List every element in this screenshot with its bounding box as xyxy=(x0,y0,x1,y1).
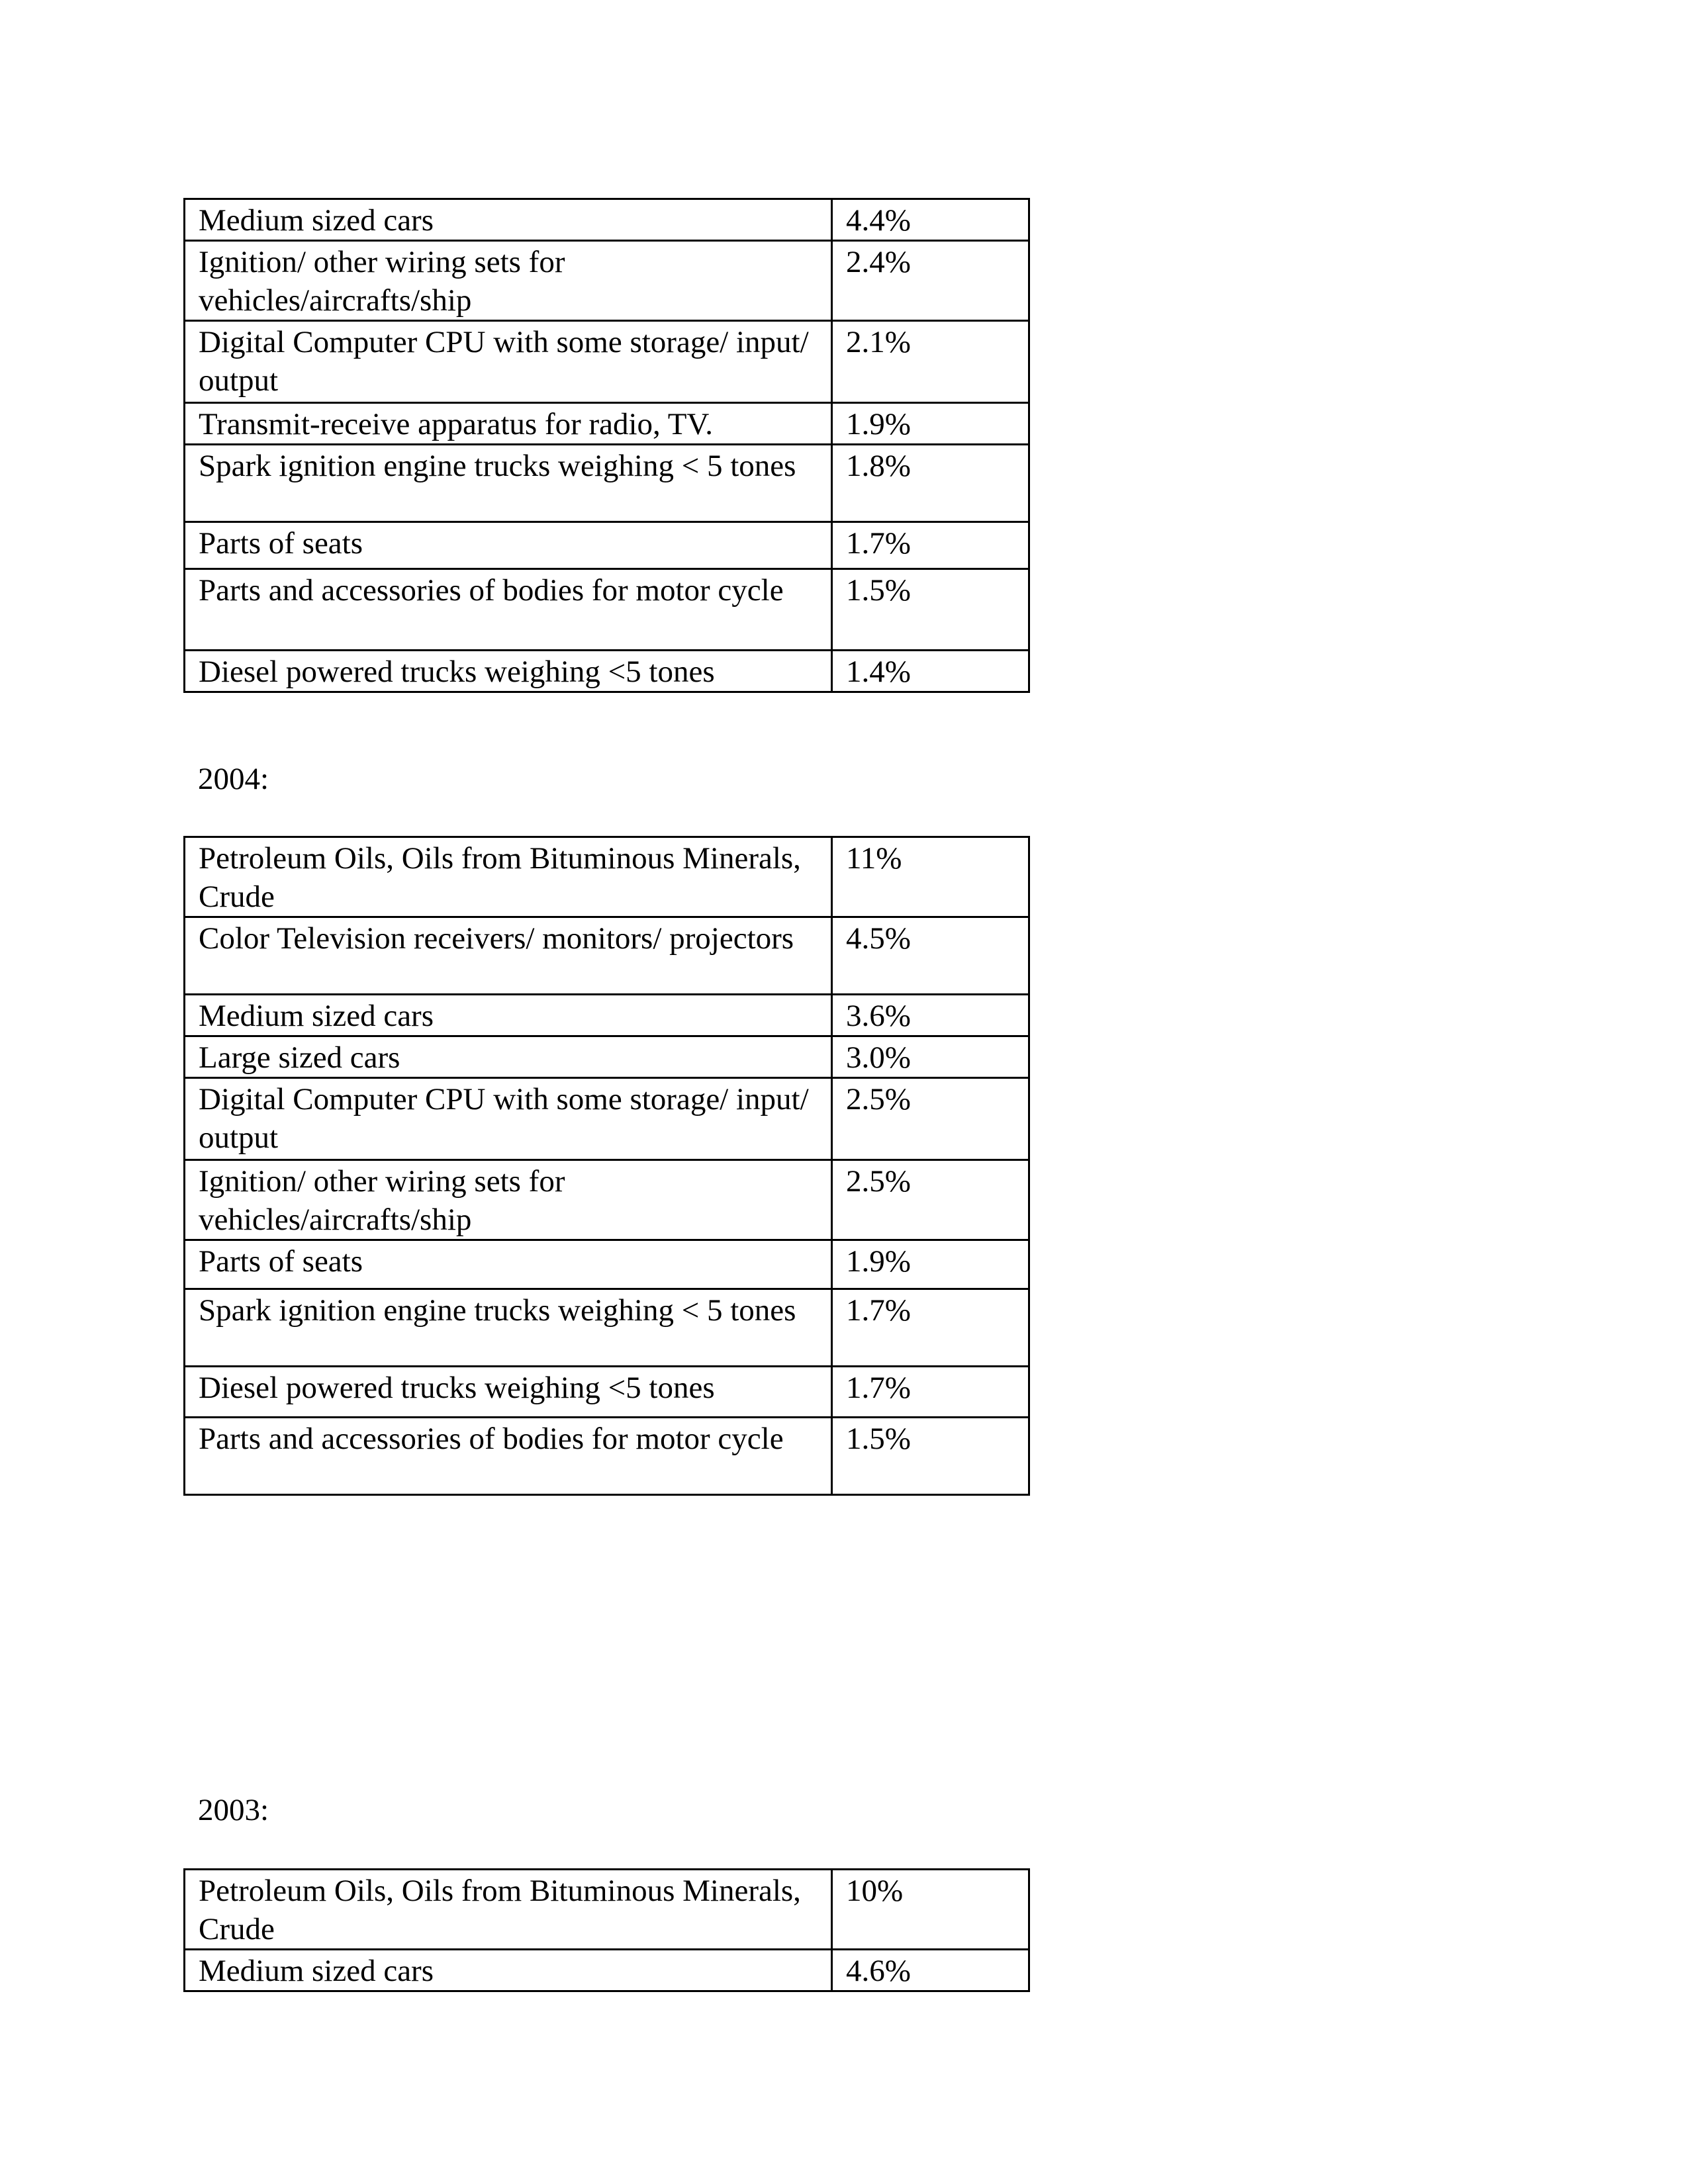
share-cell: 2.1% xyxy=(832,321,1029,403)
share-cell: 10% xyxy=(832,1870,1029,1950)
item-cell: Ignition/ other wiring sets for vehicles/aircrafts/ship xyxy=(185,241,832,321)
item-cell: Spark ignition engine trucks weighing < 5 tones xyxy=(185,445,832,522)
share-cell: 4.4% xyxy=(832,199,1029,241)
item-cell: Petroleum Oils, Oils from Bituminous Minerals, Crude xyxy=(185,1870,832,1950)
table-row xyxy=(185,1367,1029,1418)
table-row xyxy=(185,837,1029,917)
table-row xyxy=(185,1036,1029,1078)
table-row xyxy=(185,321,1029,403)
item-cell: Diesel powered trucks weighing <5 tones xyxy=(185,651,832,692)
table-row xyxy=(185,241,1029,321)
share-cell: 1.9% xyxy=(832,1240,1029,1289)
table-row xyxy=(185,1078,1029,1160)
table-row xyxy=(185,569,1029,651)
table-row xyxy=(185,445,1029,522)
share-cell: 4.6% xyxy=(832,1950,1029,1991)
table-row xyxy=(185,1289,1029,1367)
share-cell: 2.5% xyxy=(832,1078,1029,1160)
item-cell: Large sized cars xyxy=(185,1036,832,1078)
share-cell: 1.7% xyxy=(832,522,1029,569)
item-cell: Ignition/ other wiring sets for vehicles/aircrafts/ship xyxy=(185,1160,832,1240)
item-cell: Transmit-receive apparatus for radio, TV. xyxy=(185,403,832,445)
share-cell: 1.5% xyxy=(832,1418,1029,1495)
share-cell: 3.6% xyxy=(832,995,1029,1036)
share-cell: 1.7% xyxy=(832,1289,1029,1367)
table-row xyxy=(185,917,1029,995)
share-cell: 2.5% xyxy=(832,1160,1029,1240)
share-cell: 1.5% xyxy=(832,569,1029,651)
share-cell: 1.9% xyxy=(832,403,1029,445)
item-cell: Petroleum Oils, Oils from Bituminous Minerals, Crude xyxy=(185,837,832,917)
item-cell: Parts of seats xyxy=(185,1240,832,1289)
item-cell: Medium sized cars xyxy=(185,199,832,241)
table-row xyxy=(185,1870,1029,1950)
import-share-table-2003 xyxy=(183,1868,1030,1992)
item-cell: Parts and accessories of bodies for motor cycle xyxy=(185,1418,832,1495)
year-heading-2004: 2004: xyxy=(198,762,269,796)
table-row xyxy=(185,995,1029,1036)
share-cell: 3.0% xyxy=(832,1036,1029,1078)
item-cell: Digital Computer CPU with some storage/ input/ output xyxy=(185,321,832,403)
share-cell: 4.5% xyxy=(832,917,1029,995)
table-row xyxy=(185,1240,1029,1289)
share-cell: 1.8% xyxy=(832,445,1029,522)
year-heading-2003: 2003: xyxy=(198,1793,269,1827)
table-row xyxy=(185,1418,1029,1495)
share-cell: 11% xyxy=(832,837,1029,917)
table-row xyxy=(185,403,1029,445)
table-row xyxy=(185,651,1029,692)
item-cell: Spark ignition engine trucks weighing < 5 tones xyxy=(185,1289,832,1367)
share-cell: 1.4% xyxy=(832,651,1029,692)
import-share-table-2004 xyxy=(183,836,1030,1496)
table-row xyxy=(185,522,1029,569)
item-cell: Diesel powered trucks weighing <5 tones xyxy=(185,1367,832,1418)
table-row xyxy=(185,199,1029,241)
item-cell: Parts and accessories of bodies for motor cycle xyxy=(185,569,832,651)
share-cell: 2.4% xyxy=(832,241,1029,321)
item-cell: Digital Computer CPU with some storage/ input/ output xyxy=(185,1078,832,1160)
table-row xyxy=(185,1160,1029,1240)
item-cell: Medium sized cars xyxy=(185,1950,832,1991)
table-row xyxy=(185,1950,1029,1991)
share-cell: 1.7% xyxy=(832,1367,1029,1418)
item-cell: Medium sized cars xyxy=(185,995,832,1036)
import-share-table-continued xyxy=(183,198,1030,693)
item-cell: Parts of seats xyxy=(185,522,832,569)
item-cell: Color Television receivers/ monitors/ projectors xyxy=(185,917,832,995)
